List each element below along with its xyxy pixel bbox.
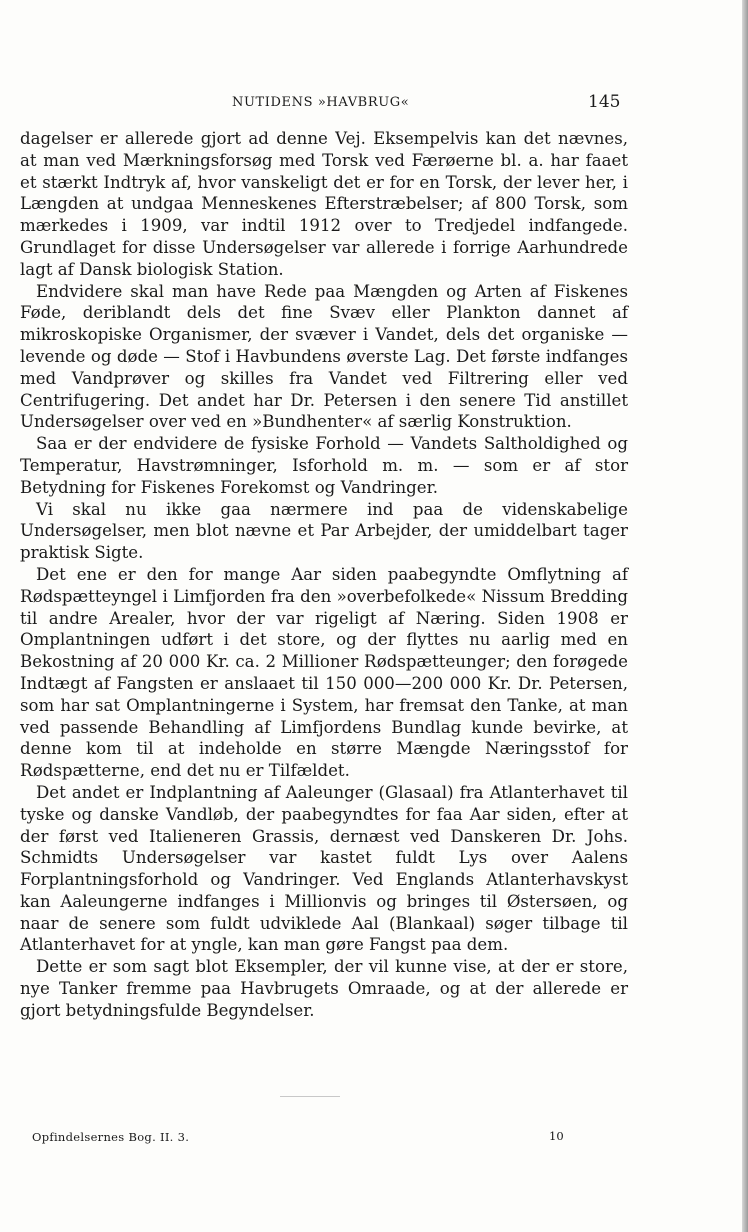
paragraph-continuation: dagelser er allerede gjort ad denne Vej. Eksempelvis kan det nævnes, at man ved Mærkningsforsøg med Torsk ved Færøerne bl. a. har faaet et stærkt Indtryk af, hvor vanskeligt det er for en Torsk, der lever her, i Længden at undgaa Menneskenes Efterstræbelser; af 800 Torsk, som mærkedes i 1909, var indtil 1912 over to Tredjedel indfangede. Grundlaget for disse Undersøgelser var allerede i forrige Aarhundrede lagt af Dansk biologisk Station.	[20, 129, 628, 279]
footer-divider	[280, 1096, 340, 1097]
page-edge-shadow	[742, 0, 748, 1232]
paragraph: Vi skal nu ikke gaa nærmere ind paa de videnskabelige Undersøgelser, men blot nævne et Par Arbejder, der umiddelbart tager praktisk Sigte.	[20, 499, 628, 563]
footer-signature-number: 10	[549, 1129, 564, 1143]
footer-book-reference: Opfindelsernes Bog. II. 3.	[32, 1130, 190, 1144]
page-number: 145	[588, 92, 621, 112]
paragraph: Dette er som sagt blot Eksempler, der vil kunne vise, at der er store, nye Tanker fremme paa Havbrugets Omraade, og at der allerede er gjort betydningsfulde Begyndelser.	[20, 957, 628, 1020]
page-header	[0, 92, 742, 116]
paragraph: Det andet er Indplantning af Aaleunger (Glasaal) fra Atlanterhavet til tyske og danske Vandløb, der paabegyndtes for faa Aar siden, efter at der først ved Italieneren Grassis, dernæst ved Danskeren Dr. Johs. Schmidts Undersøgelser var kastet fuldt Lys over Aalens Forplantningsforhold og Vandringer. Ved Englands Atlanterhavskyst kan Aaleungerne indfanges i Millionvis og bringes til Østersøen, og naar de senere som fuldt udviklede Aal (Blankaal) søger tilbage til Atlanterhavet for at yngle, kan man gøre Fangst paa dem.	[20, 782, 628, 955]
paragraph: Endvidere skal man have Rede paa Mængden og Arten af Fiskenes Føde, deriblandt dels det fine Svæv eller Plankton dannet af mikroskopiske Organismer, der svæver i Vandet, dels det organiske — levende og døde — Stof i Havbundens øverste Lag. Det første indfanges med Vandprøver og skilles fra Vandet ved Filtrering eller ved Centrifugering. Det andet har Dr. Petersen i den senere Tid anstillet Undersøgelser over ved en »Bundhenter« af særlig Konstruktion.	[20, 281, 628, 432]
running-head: NUTIDENS »HAVBRUG«	[232, 95, 410, 110]
paragraph: Saa er der endvidere de fysiske Forhold — Vandets Saltholdighed og Temperatur, Havstrømninger, Isforhold m. m. — som er af stor Betydning for Fiskenes Forekomst og Vandringer.	[20, 434, 628, 497]
paragraph: Det ene er den for mange Aar siden paabegyndte Omflytning af Rødspætteyngel i Limfjorden fra den »overbefolkede« Nissum Bredding til andre Arealer, hvor der var rigeligt af Næring. Siden 1908 er Omplantningen udført i det store, og der flyttes nu aarlig med en Bekostning af 20 000 Kr. ca. 2 Millioner Rødspætteunger; den forøgede Indtægt af Fangsten er anslaaet til 150 000—200 000 Kr. Dr. Petersen, som har sat Omplantningerne i System, har fremsat den Tanke, at man ved passende Behandling af Limfjordens Bundlag kunde bevirke, at denne kom til at indeholde en større Mængde Næringsstof for Rødspætterne, end det nu er Tilfældet.	[20, 564, 628, 781]
body-text	[20, 128, 628, 1022]
